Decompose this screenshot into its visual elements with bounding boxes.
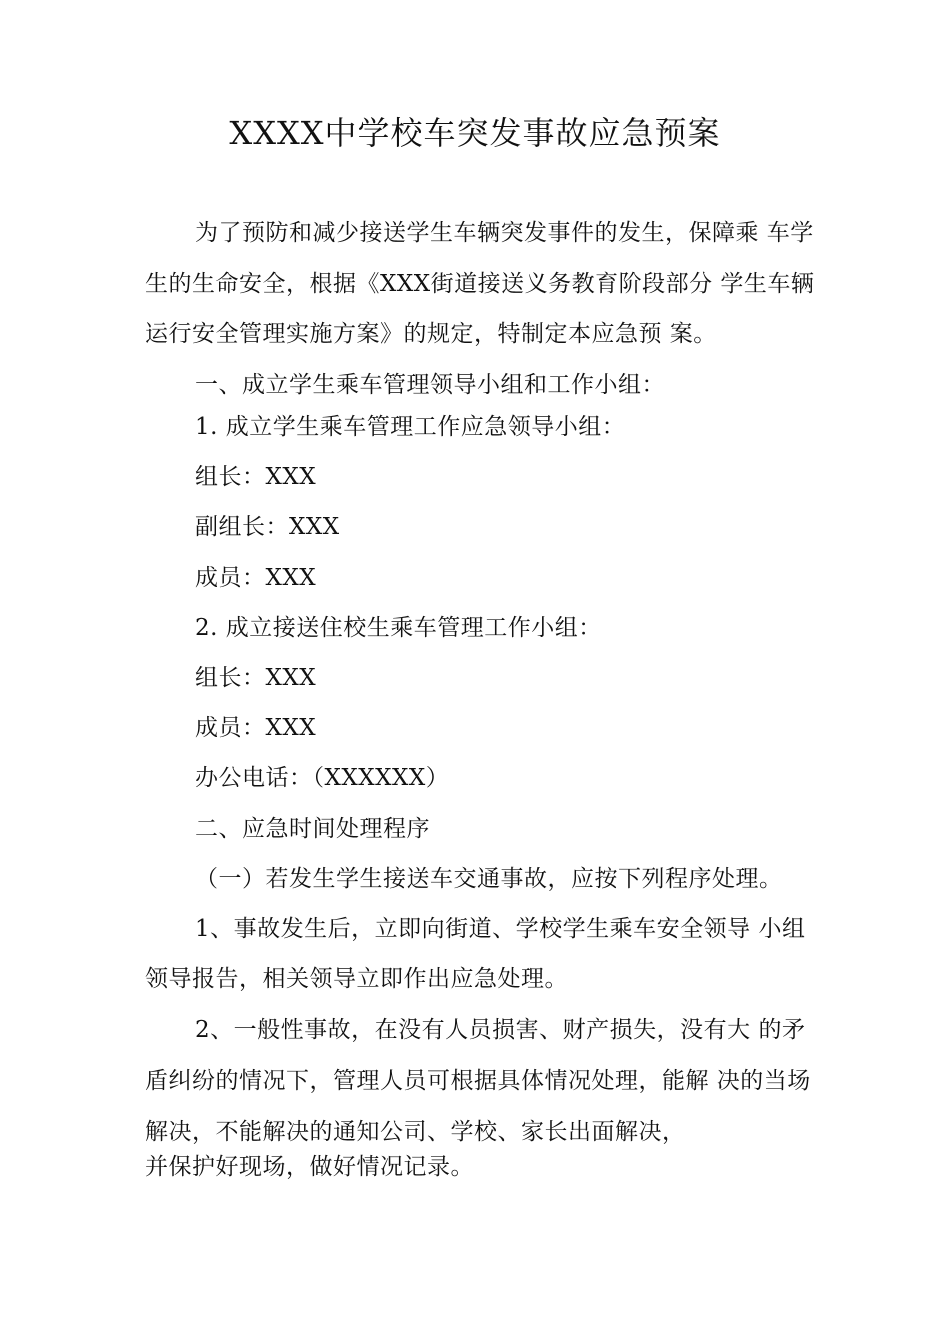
subsection-heading-1: （一）若发生学生接送车交通事故，应按下列程序处理。 — [195, 866, 783, 892]
paragraph-intro-line-2: 生的生命安全，根据《XXX街道接送义务教育阶段部分 学生车辆 — [145, 271, 815, 297]
item-1-line-2: 领导报告，相关领导立即作出应急处理。 — [145, 966, 568, 992]
paragraph-intro-line-1: 为了预防和减少接送学生车辆突发事件的发生，保障乘 车学 — [195, 220, 814, 246]
item-2-line-2: 盾纠纷的情况下，管理人员可根据具体情况处理，能解 决的当场 — [145, 1068, 811, 1094]
section-heading-1: 一、成立学生乘车管理领导小组和工作小组： — [195, 372, 665, 398]
subheading-2: 2. 成立接送住校生乘车管理工作小组： — [195, 615, 602, 641]
leader-line-2: 组长：XXX — [195, 665, 317, 691]
leader-line: 组长：XXX — [195, 464, 317, 490]
item-1-line-1: 1、事故发生后，立即向街道、学校学生乘车安全领导 小组 — [195, 916, 806, 942]
item-2-line-4: 并保护好现场，做好情况记录。 — [145, 1154, 474, 1180]
subheading-1: 1. 成立学生乘车管理工作应急领导小组： — [195, 414, 626, 440]
item-2-line-1: 2、一般性事故，在没有人员损害、财产损失，没有大 的矛 — [195, 1017, 806, 1043]
document-title: XXXX中学校车突发事故应急预案 — [229, 114, 721, 152]
deputy-leader-line: 副组长：XXX — [195, 514, 340, 540]
paragraph-intro-line-3: 运行安全管理实施方案》的规定，特制定本应急预 案。 — [145, 321, 717, 347]
members-line: 成员：XXX — [195, 565, 317, 591]
item-2-line-3: 解决，不能解决的通知公司、学校、家长出面解决， — [145, 1119, 686, 1145]
members-line-2: 成员：XXX — [195, 715, 317, 741]
section-heading-2: 二、应急时间处理程序 — [195, 816, 430, 842]
office-phone-line: 办公电话：（XXXXXX） — [195, 765, 450, 791]
